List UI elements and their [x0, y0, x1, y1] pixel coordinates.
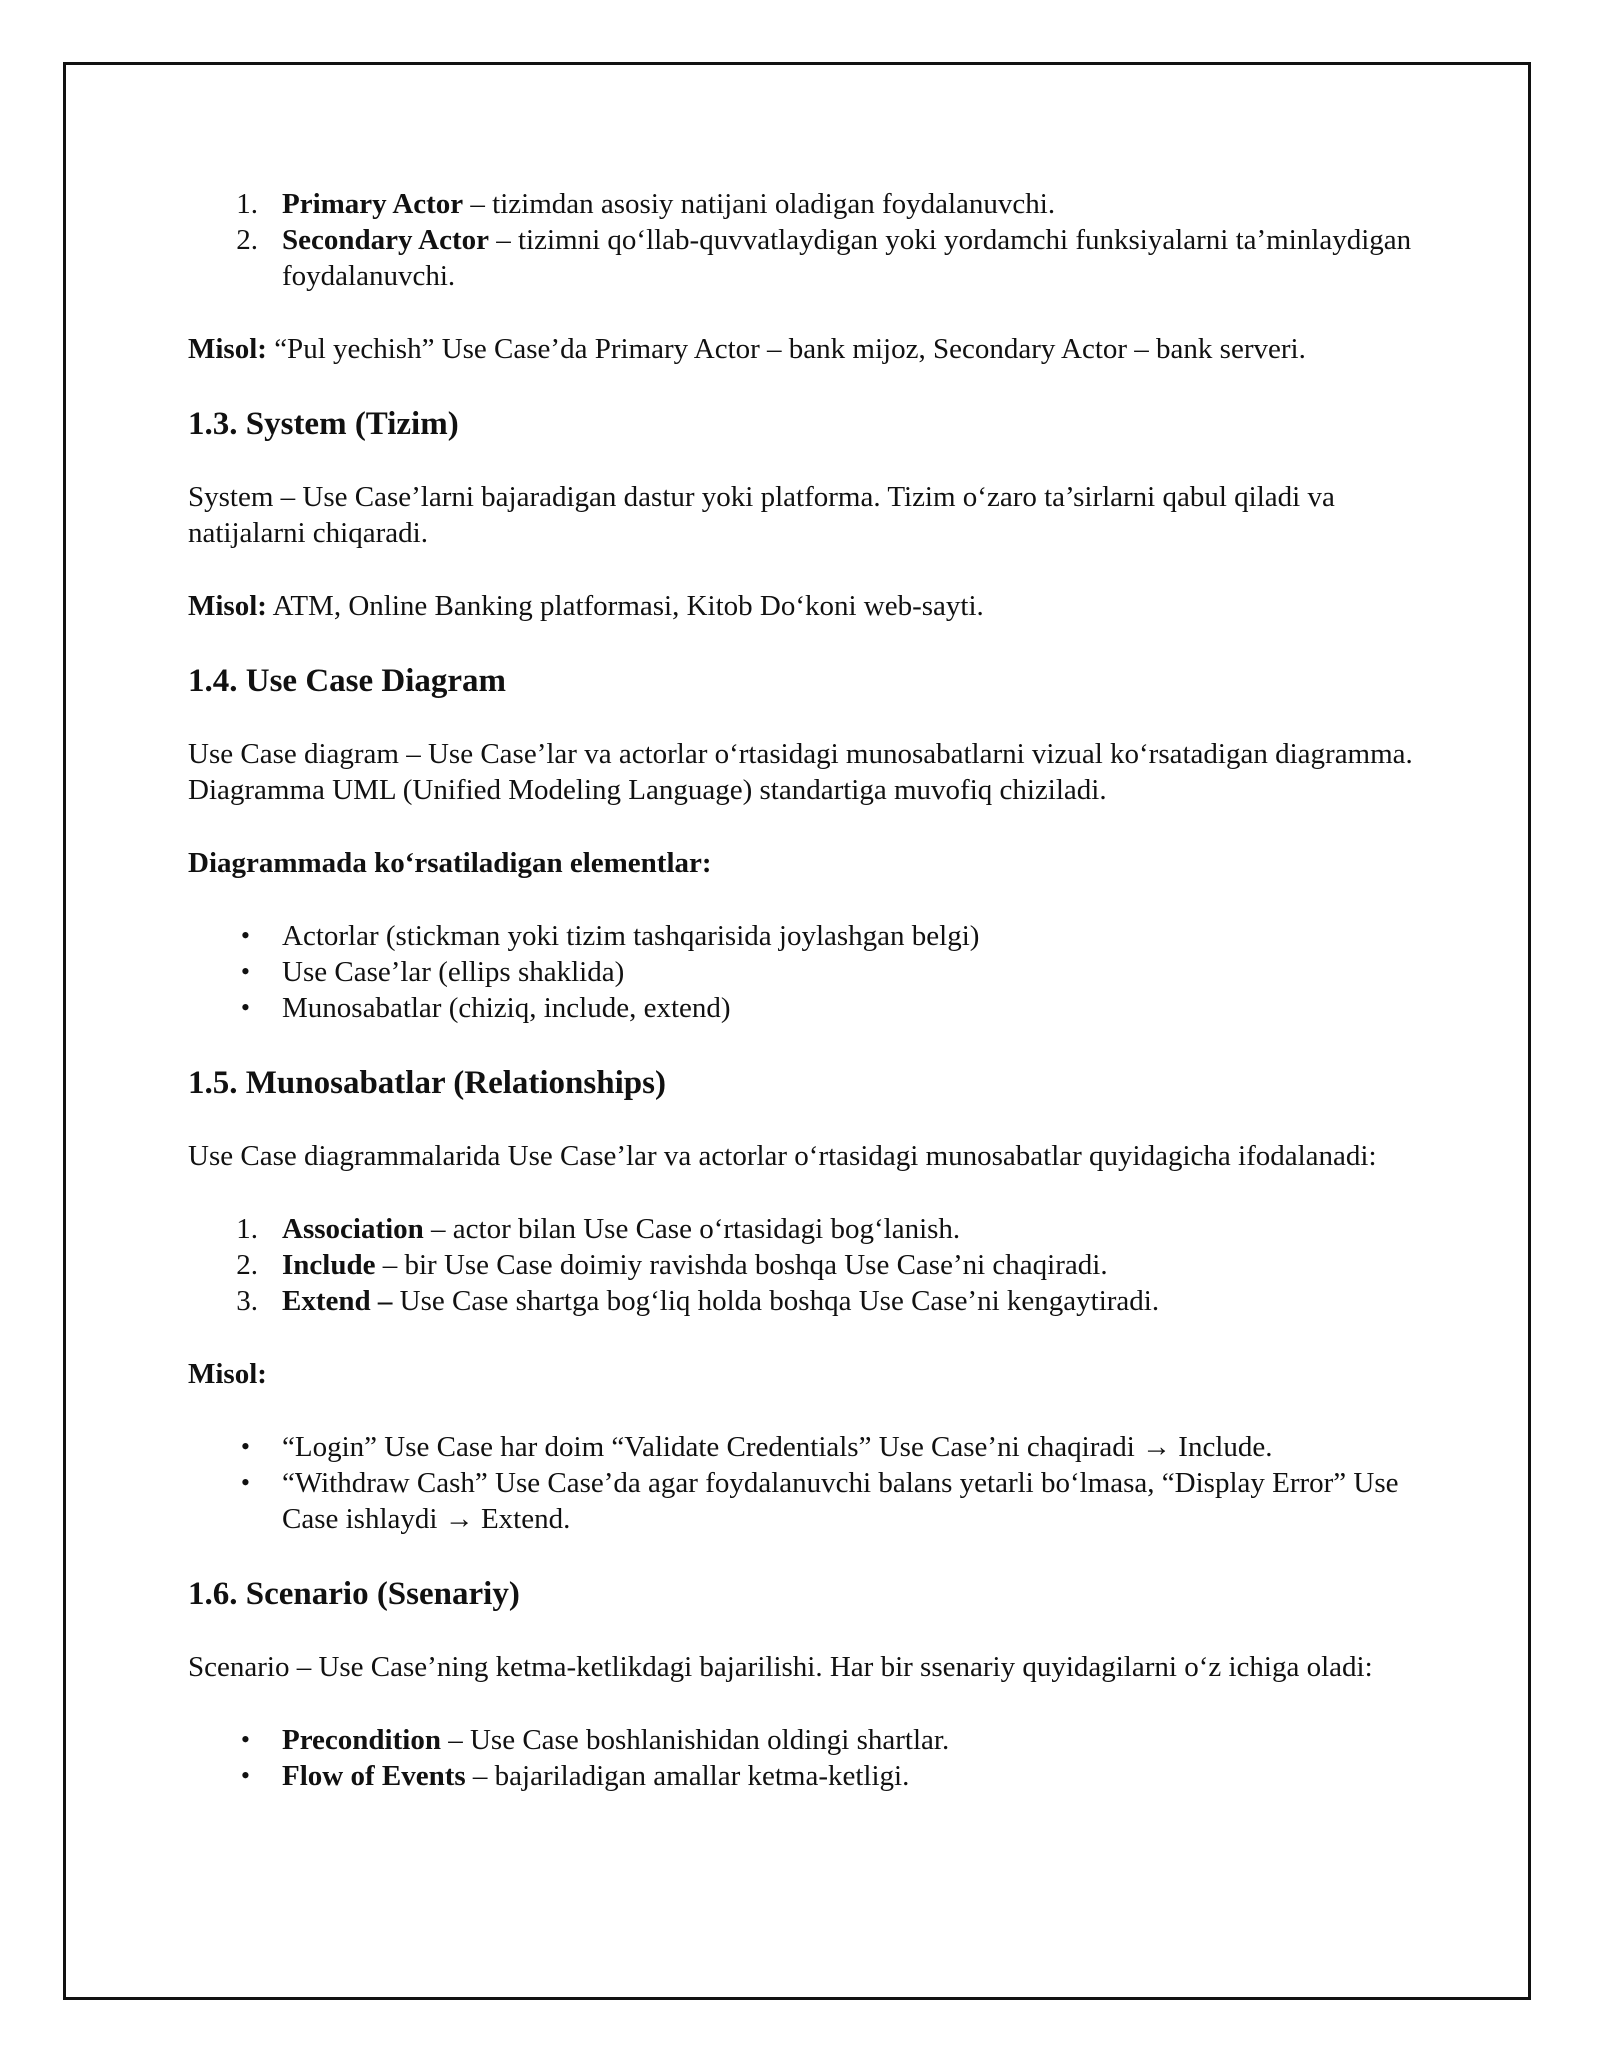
- term-description: – bajariladigan amallar ketma-ketligi.: [465, 1760, 910, 1792]
- list-number: 1.: [236, 188, 258, 220]
- section-heading-relationships: 1.5. Munosabatlar (Relationships): [188, 1065, 666, 1101]
- list-number: 3.: [236, 1285, 258, 1317]
- list-item: [188, 222, 1418, 294]
- system-example: [188, 588, 1418, 624]
- diagram-elements-label: [188, 845, 1418, 881]
- list-item: [188, 186, 1418, 222]
- example-text: ATM, Online Banking platformasi, Kitob Do‘koni web-sayti.: [266, 590, 984, 622]
- term: Flow of Events: [282, 1760, 466, 1792]
- term-description: – actor bilan Use Case o‘rtasidagi bog‘lanish.: [423, 1213, 961, 1245]
- list-item: [188, 918, 1418, 954]
- diagram-paragraph: Use Case diagram – Use Case’lar va actorlar o‘rtasidagi munosabatlarni vizual ko‘rsatadigan diagramma. Diagramma UML (Unified Modeling Language) standartiga muvofiq chiziladi.: [188, 738, 1413, 806]
- document-body: [188, 186, 1418, 1831]
- list-item-text: Munosabatlar (chiziq, include, extend): [282, 992, 731, 1024]
- list-item: [188, 954, 1418, 990]
- term-description: – tizimni qo‘llab-quvvatlaydigan yoki yordamchi funksiyalarni ta’minlaydigan foydalanuvchi.: [282, 224, 1412, 292]
- term-description: Use Case shartga bog‘liq holda boshqa Use Case’ni kengaytiradi.: [392, 1285, 1160, 1317]
- elements-label: Diagrammada ko‘rsatiladigan elementlar:: [188, 847, 712, 879]
- term-description: – bir Use Case doimiy ravishda boshqa Use Case’ni chaqiradi.: [375, 1249, 1108, 1281]
- relationships-examples-list: [188, 1429, 1418, 1537]
- bullet: •: [240, 1468, 250, 1497]
- list-item: [188, 1465, 1418, 1537]
- list-item-text: Actorlar (stickman yoki tizim tashqarisida joylashgan belgi): [282, 920, 980, 952]
- term: Include: [282, 1249, 376, 1281]
- list-item-text: Use Case’lar (ellips shaklida): [282, 956, 625, 988]
- list-number: 2.: [236, 224, 258, 256]
- term-description: – Use Case boshlanishidan oldingi shartlar.: [440, 1724, 950, 1756]
- bullet: •: [240, 921, 250, 950]
- list-item-text: “Login” Use Case har doim “Validate Credentials” Use Case’ni chaqiradi → Include.: [282, 1431, 1273, 1463]
- bullet: •: [240, 1725, 250, 1754]
- section-heading-diagram: 1.4. Use Case Diagram: [188, 663, 507, 699]
- actor-types-list: [188, 186, 1418, 294]
- example-label: Misol:: [188, 1358, 267, 1390]
- list-item: [188, 1758, 1418, 1794]
- term: Association: [282, 1213, 424, 1245]
- term: Extend –: [282, 1285, 393, 1317]
- scenario-list: [188, 1722, 1418, 1794]
- list-number: 1.: [236, 1213, 258, 1245]
- bullet: •: [240, 993, 250, 1022]
- diagram-elements-list: [188, 918, 1418, 1026]
- relationships-list: [188, 1211, 1418, 1319]
- list-number: 2.: [236, 1249, 258, 1281]
- term-description: – tizimdan asosiy natijani oladigan foydalanuvchi.: [463, 188, 1056, 220]
- list-item: [188, 1429, 1418, 1465]
- actor-example: [188, 331, 1418, 367]
- bullet: •: [240, 957, 250, 986]
- list-item: [188, 1722, 1418, 1758]
- list-item: [188, 1283, 1418, 1319]
- section-heading-system: 1.3. System (Tizim): [188, 406, 459, 442]
- bullet: •: [240, 1432, 250, 1461]
- list-item: [188, 1211, 1418, 1247]
- list-item: [188, 990, 1418, 1026]
- term: Primary Actor: [282, 188, 464, 220]
- example-label: Misol:: [188, 590, 267, 622]
- term: Precondition: [282, 1724, 441, 1756]
- bullet: •: [240, 1761, 250, 1790]
- scenario-paragraph: Scenario – Use Case’ning ketma-ketlikdagi bajarilishi. Har bir ssenariy quyidagilarni o‘z ichiga oladi:: [188, 1651, 1373, 1683]
- list-item: [188, 1247, 1418, 1283]
- relationships-paragraph: Use Case diagrammalarida Use Case’lar va actorlar o‘rtasidagi munosabatlar quyidagicha ifodalanadi:: [188, 1140, 1377, 1172]
- term: Secondary Actor: [282, 224, 489, 256]
- example-label: Misol:: [188, 333, 267, 365]
- system-paragraph: System – Use Case’larni bajaradigan dastur yoki platforma. Tizim o‘zaro ta’sirlarni qabul qiladi va natijalarni chiqaradi.: [188, 481, 1335, 549]
- example-text: “Pul yechish” Use Case’da Primary Actor – bank mijoz, Secondary Actor – bank serveri.: [266, 333, 1306, 365]
- section-heading-scenario: 1.6. Scenario (Ssenariy): [188, 1576, 520, 1612]
- list-item-text: “Withdraw Cash” Use Case’da agar foydalanuvchi balans yetarli bo‘lmasa, “Display Error” Use Case ishlaydi → Extend.: [282, 1467, 1399, 1535]
- relationships-example-label: [188, 1356, 1418, 1392]
